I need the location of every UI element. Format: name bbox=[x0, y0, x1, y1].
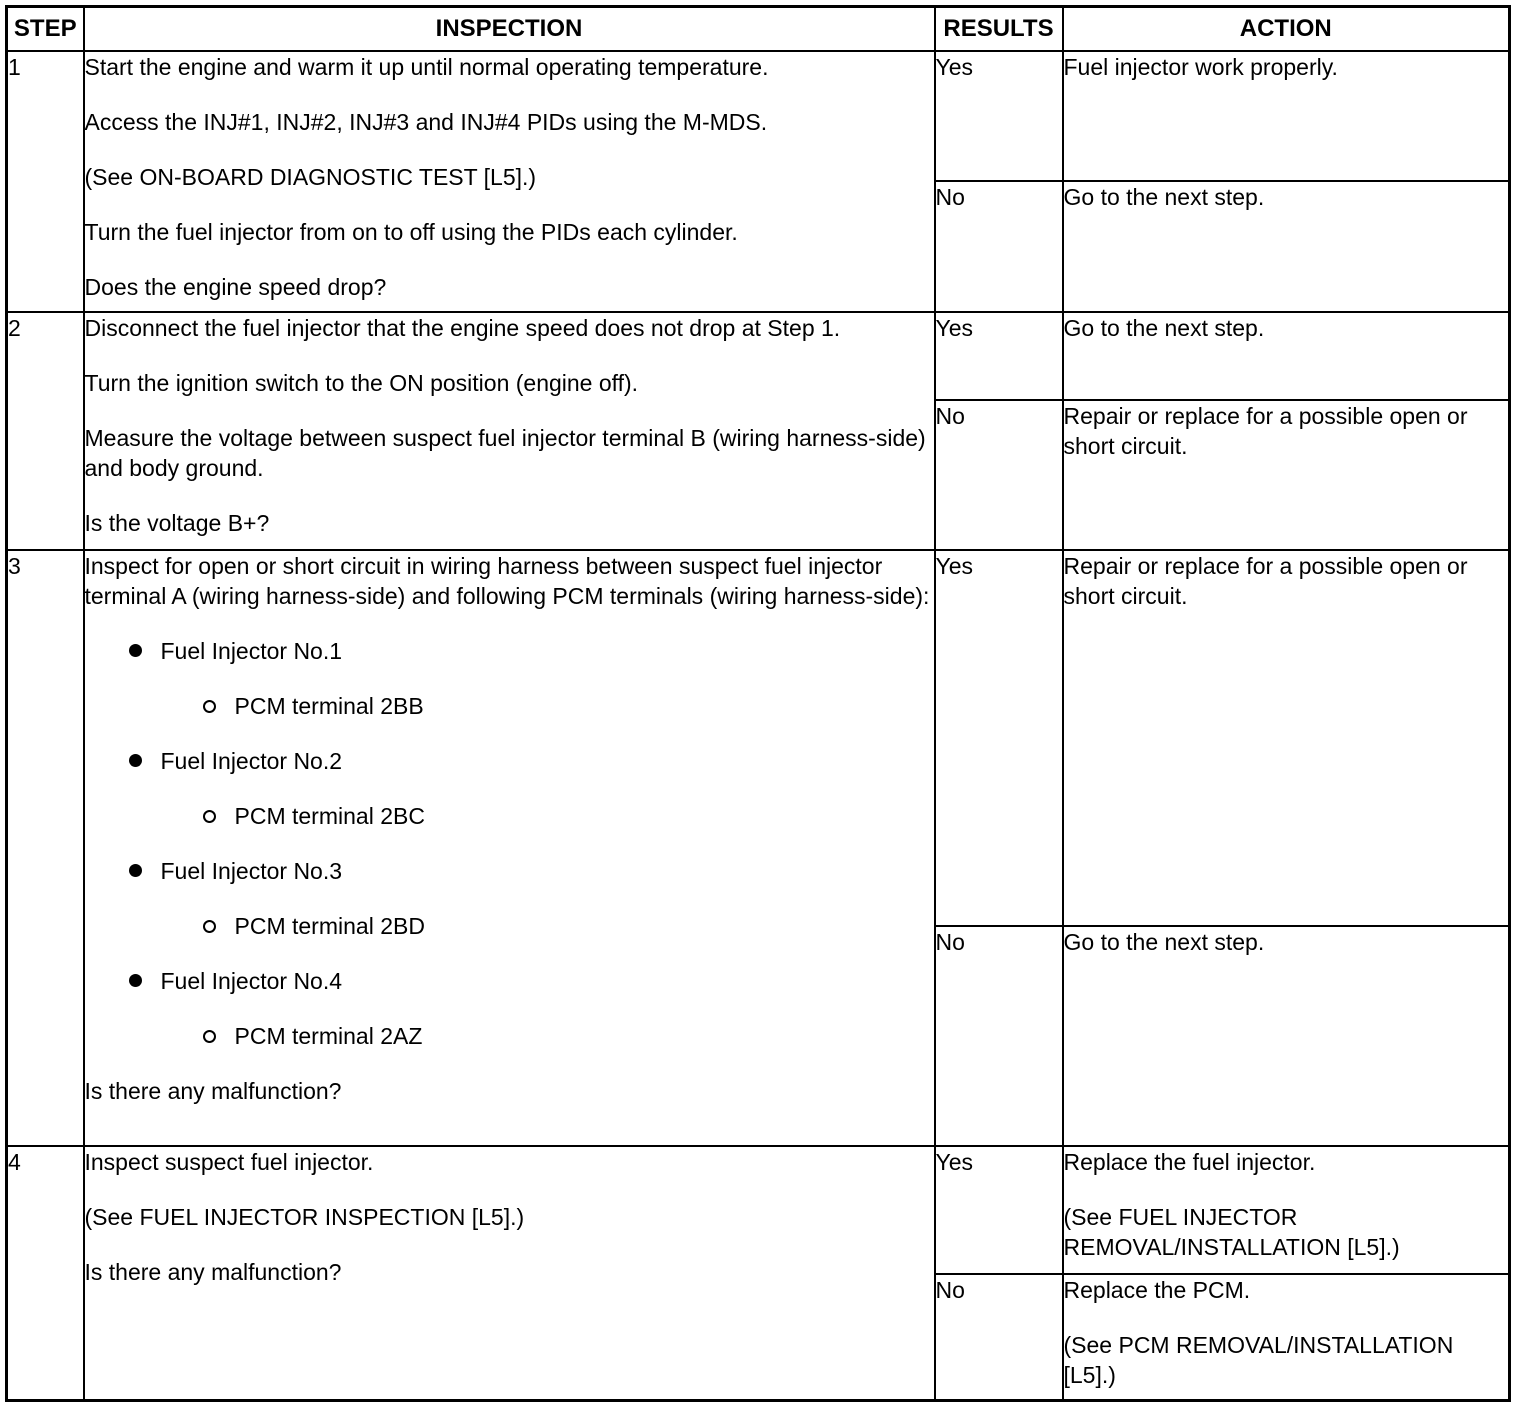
inspection-text: Inspect for open or short circuit in wiring harness between suspect fuel injector terminal A (wiring harness-side) and following PCM terminals (wiring harness-side): bbox=[84, 553, 930, 609]
action-text: Repair or replace for a possible open or short circuit. bbox=[1063, 403, 1468, 459]
inspection-question: Is there any malfunction? bbox=[84, 1078, 342, 1104]
step-number: 3 bbox=[7, 550, 84, 1146]
action-yes bbox=[1063, 1146, 1510, 1274]
terminal-bullet bbox=[85, 691, 934, 721]
diagnostic-table bbox=[5, 5, 1511, 1402]
bullet-dot-icon bbox=[129, 864, 142, 877]
injector-bullet bbox=[85, 966, 934, 996]
action-text: Replace the fuel injector. bbox=[1063, 1149, 1316, 1175]
injector-name: Fuel Injector No.1 bbox=[160, 638, 343, 664]
bullet-circle-icon bbox=[203, 1030, 216, 1043]
result-no: No bbox=[935, 926, 1063, 1146]
action-yes bbox=[1063, 312, 1510, 400]
inspection-text: Access the INJ#1, INJ#2, INJ#3 and INJ#4 PIDs using the M-MDS. bbox=[84, 109, 768, 135]
action-no bbox=[1063, 926, 1510, 1146]
action-yes bbox=[1063, 550, 1510, 926]
inspection-text: Turn the fuel injector from on to off using the PIDs each cylinder. bbox=[84, 219, 738, 245]
injector-bullet bbox=[85, 746, 934, 776]
inspection-question: Is the voltage B+? bbox=[84, 510, 270, 536]
action-text: (See FUEL INJECTOR REMOVAL/INSTALLATION [L5].) bbox=[1063, 1204, 1400, 1260]
header-step: STEP bbox=[7, 7, 84, 52]
header-results: RESULTS bbox=[935, 7, 1063, 52]
injector-name: Fuel Injector No.4 bbox=[160, 968, 343, 994]
header-action: ACTION bbox=[1063, 7, 1510, 52]
action-yes bbox=[1063, 51, 1510, 181]
step-2-inspection bbox=[84, 312, 935, 550]
step-number: 4 bbox=[7, 1146, 84, 1400]
bullet-circle-icon bbox=[203, 920, 216, 933]
inspection-text: (See ON-BOARD DIAGNOSTIC TEST [L5].) bbox=[84, 164, 537, 190]
step-number: 1 bbox=[7, 51, 84, 312]
inspection-text: Inspect suspect fuel injector. bbox=[84, 1149, 374, 1175]
step-number: 2 bbox=[7, 312, 84, 550]
action-text: Fuel injector work properly. bbox=[1063, 54, 1338, 80]
step-3-inspection bbox=[84, 550, 935, 1146]
bullet-circle-icon bbox=[203, 700, 216, 713]
inspection-text: Disconnect the fuel injector that the engine speed does not drop at Step 1. bbox=[84, 315, 841, 341]
terminal-name: PCM terminal 2BD bbox=[234, 913, 425, 939]
result-no: No bbox=[935, 400, 1063, 550]
step-1-yes-row bbox=[7, 51, 1510, 181]
injector-bullet bbox=[85, 856, 934, 886]
result-yes: Yes bbox=[935, 51, 1063, 181]
inspection-question: Does the engine speed drop? bbox=[84, 274, 387, 300]
step-4-inspection bbox=[84, 1146, 935, 1400]
step-2-yes-row bbox=[7, 312, 1510, 400]
action-text: Repair or replace for a possible open or short circuit. bbox=[1063, 553, 1468, 609]
inspection-text: Start the engine and warm it up until normal operating temperature. bbox=[84, 54, 769, 80]
inspection-text: (See FUEL INJECTOR INSPECTION [L5].) bbox=[84, 1204, 525, 1230]
terminal-name: PCM terminal 2AZ bbox=[234, 1023, 423, 1049]
header-row bbox=[7, 7, 1510, 52]
bullet-dot-icon bbox=[129, 644, 142, 657]
inspection-text: Turn the ignition switch to the ON position (engine off). bbox=[84, 370, 639, 396]
action-text: Go to the next step. bbox=[1063, 929, 1265, 955]
terminal-bullet bbox=[85, 911, 934, 941]
result-yes: Yes bbox=[935, 312, 1063, 400]
action-text: Replace the PCM. bbox=[1063, 1277, 1251, 1303]
inspection-text: Measure the voltage between suspect fuel injector terminal B (wiring harness-side) and body ground. bbox=[84, 425, 926, 481]
step-4-yes-row bbox=[7, 1146, 1510, 1274]
result-no: No bbox=[935, 181, 1063, 312]
terminal-name: PCM terminal 2BC bbox=[234, 803, 425, 829]
terminal-bullet bbox=[85, 801, 934, 831]
bullet-dot-icon bbox=[129, 974, 142, 987]
action-text: (See PCM REMOVAL/INSTALLATION [L5].) bbox=[1063, 1332, 1454, 1388]
header-inspection: INSPECTION bbox=[84, 7, 935, 52]
action-no bbox=[1063, 181, 1510, 312]
action-no bbox=[1063, 400, 1510, 550]
injector-bullet bbox=[85, 636, 934, 666]
step-1-inspection bbox=[84, 51, 935, 312]
result-yes: Yes bbox=[935, 550, 1063, 926]
terminal-bullet bbox=[85, 1021, 934, 1051]
action-text: Go to the next step. bbox=[1063, 184, 1265, 210]
action-text: Go to the next step. bbox=[1063, 315, 1265, 341]
bullet-dot-icon bbox=[129, 754, 142, 767]
result-yes: Yes bbox=[935, 1146, 1063, 1274]
action-no bbox=[1063, 1274, 1510, 1400]
terminal-name: PCM terminal 2BB bbox=[234, 693, 424, 719]
result-no: No bbox=[935, 1274, 1063, 1400]
injector-name: Fuel Injector No.3 bbox=[160, 858, 343, 884]
step-3-yes-row bbox=[7, 550, 1510, 926]
bullet-circle-icon bbox=[203, 810, 216, 823]
inspection-question: Is there any malfunction? bbox=[84, 1259, 342, 1285]
injector-name: Fuel Injector No.2 bbox=[160, 748, 343, 774]
